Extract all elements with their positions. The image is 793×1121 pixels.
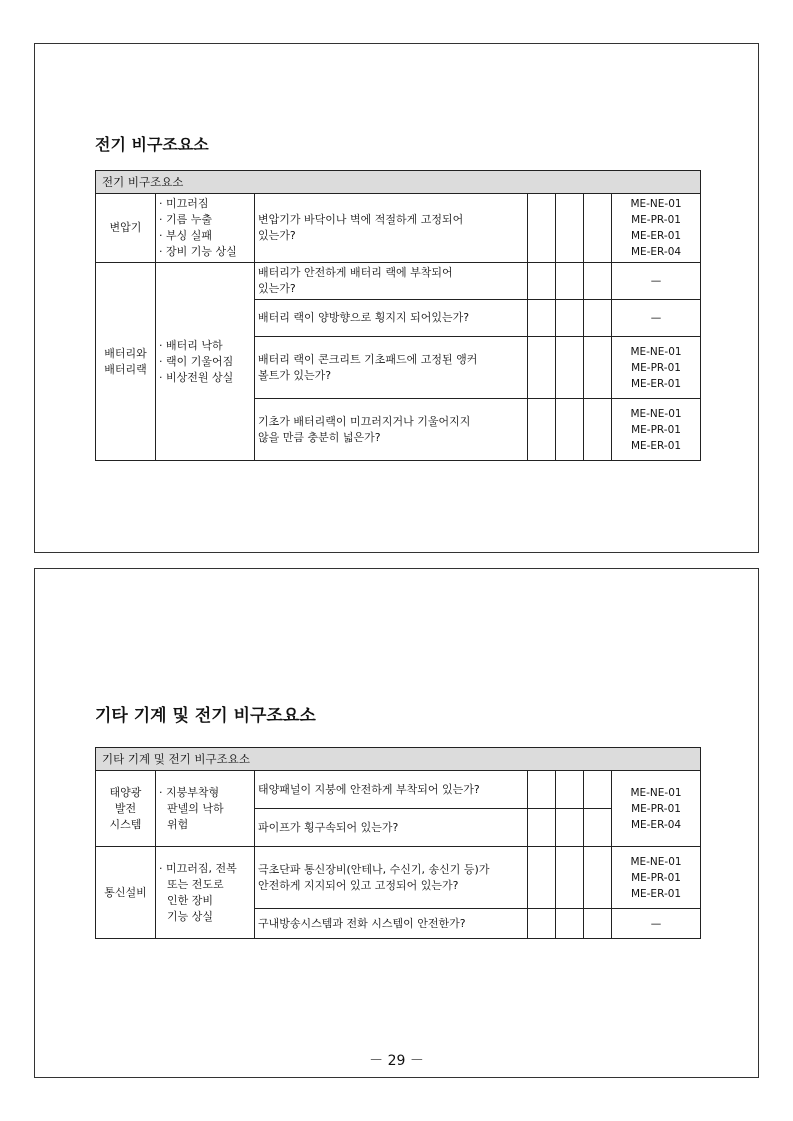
question-cell: 구내방송시스템과 전화 시스템이 안전한가? — [255, 909, 528, 939]
table-row — [96, 771, 701, 809]
check-cell[interactable] — [556, 847, 584, 909]
question-cell — [255, 194, 528, 263]
question-cell — [255, 399, 528, 461]
hazard-item: · 랙이 기울어짐 — [159, 354, 234, 368]
check-cell[interactable] — [528, 194, 556, 263]
table-caption-row — [96, 171, 701, 194]
code-label: ME-ER-01 — [630, 230, 682, 242]
check-cell[interactable] — [556, 337, 584, 399]
code-cell — [612, 771, 701, 847]
hazard-item: 판넬의 낙하 — [167, 801, 224, 815]
hazard-item: · 미끄러짐 — [159, 197, 209, 210]
code-cell: — — [612, 263, 701, 300]
code-label: ME-PR-01 — [631, 802, 681, 815]
question-line: 배터리 랙이 콘크리트 기초패드에 고정된 앵커 — [258, 352, 478, 366]
code-label: ME-ER-01 — [630, 887, 682, 900]
code-label: ME-NE-01 — [630, 198, 682, 210]
code-label: ME-PR-01 — [631, 871, 681, 884]
code-label: ME-ER-04 — [630, 818, 682, 831]
electrical-checklist-table — [95, 170, 701, 461]
question-cell — [255, 263, 528, 300]
table-row — [96, 194, 701, 263]
category-line: 발전 — [114, 801, 137, 815]
category-line: 배터리랙 — [104, 362, 147, 376]
check-cell[interactable] — [528, 300, 556, 337]
code-label: ME-ER-01 — [630, 439, 682, 452]
category-cell: 변압기 — [96, 194, 156, 263]
table-caption: 기타 기계 및 전기 비구조요소 — [96, 748, 701, 771]
question-line: 변압기가 바닥이나 벽에 적절하게 고정되어 — [258, 213, 464, 226]
category-cell — [96, 263, 156, 461]
check-cell[interactable] — [584, 399, 612, 461]
check-cell[interactable] — [556, 399, 584, 461]
question-line: 안전하게 지지되어 있고 고정되어 있는가? — [258, 878, 459, 892]
check-cell[interactable] — [584, 300, 612, 337]
section-title-electrical: 전기 비구조요소 — [95, 135, 209, 154]
check-cell[interactable] — [556, 300, 584, 337]
check-cell[interactable] — [528, 263, 556, 300]
table-row — [96, 847, 701, 909]
category-cell — [96, 771, 156, 847]
hazard-item: 위험 — [167, 817, 189, 831]
page-panel-electrical — [34, 43, 759, 553]
hazard-item: · 부싱 실패 — [159, 229, 212, 242]
category-cell: 통신설비 — [96, 847, 156, 939]
code-label: ME-NE-01 — [630, 855, 682, 868]
table-row — [96, 263, 701, 300]
question-cell — [255, 337, 528, 399]
question-cell: 태양패널이 지붕에 안전하게 부착되어 있는가? — [255, 771, 528, 809]
section-title-other: 기타 기계 및 전기 비구조요소 — [95, 706, 316, 726]
question-line: 배터리가 안전하게 배터리 랙에 부착되어 — [258, 266, 453, 279]
code-label: ME-NE-01 — [630, 786, 682, 799]
code-cell — [612, 847, 701, 909]
other-checklist-table — [95, 747, 701, 939]
category-line: 시스템 — [109, 817, 142, 831]
code-label: ME-PR-01 — [631, 361, 681, 374]
check-cell[interactable] — [528, 399, 556, 461]
check-cell[interactable] — [584, 771, 612, 809]
check-cell[interactable] — [556, 809, 584, 847]
code-label: ME-NE-01 — [630, 407, 682, 420]
category-line: 태양광 — [109, 785, 142, 799]
question-cell — [255, 847, 528, 909]
code-label: ME-NE-01 — [630, 345, 682, 358]
question-line: 극초단파 통신장비(안테나, 수신기, 송신기 등)가 — [258, 862, 490, 876]
question-line: 있는가? — [258, 282, 296, 295]
hazard-item: 기능 상실 — [167, 909, 214, 923]
table-caption-row — [96, 748, 701, 771]
hazard-item: · 기름 누출 — [159, 213, 212, 226]
hazards-cell — [156, 847, 255, 939]
check-cell[interactable] — [584, 194, 612, 263]
check-cell[interactable] — [528, 771, 556, 809]
hazard-item: 인한 장비 — [167, 893, 214, 907]
hazard-item: 또는 전도로 — [167, 877, 224, 891]
question-cell: 배터리 랙이 양방향으로 횡지지 되어있는가? — [255, 300, 528, 337]
hazard-item: · 미끄러짐, 전복 — [159, 861, 237, 875]
check-cell[interactable] — [556, 263, 584, 300]
hazards-cell — [156, 771, 255, 847]
check-cell[interactable] — [556, 909, 584, 939]
check-cell[interactable] — [584, 337, 612, 399]
check-cell[interactable] — [528, 809, 556, 847]
page-number: － 29 － — [369, 1053, 424, 1069]
check-cell[interactable] — [528, 337, 556, 399]
code-cell — [612, 399, 701, 461]
question-line: 않을 만큼 충분히 넓은가? — [258, 430, 381, 444]
code-cell: — — [612, 909, 701, 939]
hazard-item: · 지붕부착형 — [159, 785, 220, 799]
code-cell — [612, 194, 701, 263]
hazards-cell — [156, 263, 255, 461]
page-panel-other — [34, 568, 759, 1078]
hazard-item: · 비상전원 상실 — [159, 370, 234, 384]
code-label: ME-PR-01 — [631, 423, 681, 436]
check-cell[interactable] — [528, 909, 556, 939]
check-cell[interactable] — [584, 809, 612, 847]
check-cell[interactable] — [584, 263, 612, 300]
code-cell: — — [612, 300, 701, 337]
hazards-cell — [156, 194, 255, 263]
check-cell[interactable] — [584, 909, 612, 939]
check-cell[interactable] — [556, 771, 584, 809]
table-caption: 전기 비구조요소 — [96, 171, 701, 194]
code-label: ME-ER-01 — [630, 377, 682, 390]
code-label: ME-PR-01 — [631, 214, 681, 226]
question-line: 있는가? — [258, 229, 296, 242]
check-cell[interactable] — [556, 194, 584, 263]
question-line: 기초가 배터리랙이 미끄러지거나 기울어지지 — [258, 414, 471, 428]
hazard-item: · 장비 기능 상실 — [159, 245, 237, 258]
check-cell[interactable] — [584, 847, 612, 909]
question-cell: 파이프가 횡구속되어 있는가? — [255, 809, 528, 847]
code-cell — [612, 337, 701, 399]
category-line: 배터리와 — [104, 346, 147, 360]
code-label: ME-ER-04 — [630, 246, 682, 258]
check-cell[interactable] — [528, 847, 556, 909]
question-line: 볼트가 있는가? — [258, 368, 332, 382]
hazard-item: · 배터리 낙하 — [159, 338, 223, 352]
